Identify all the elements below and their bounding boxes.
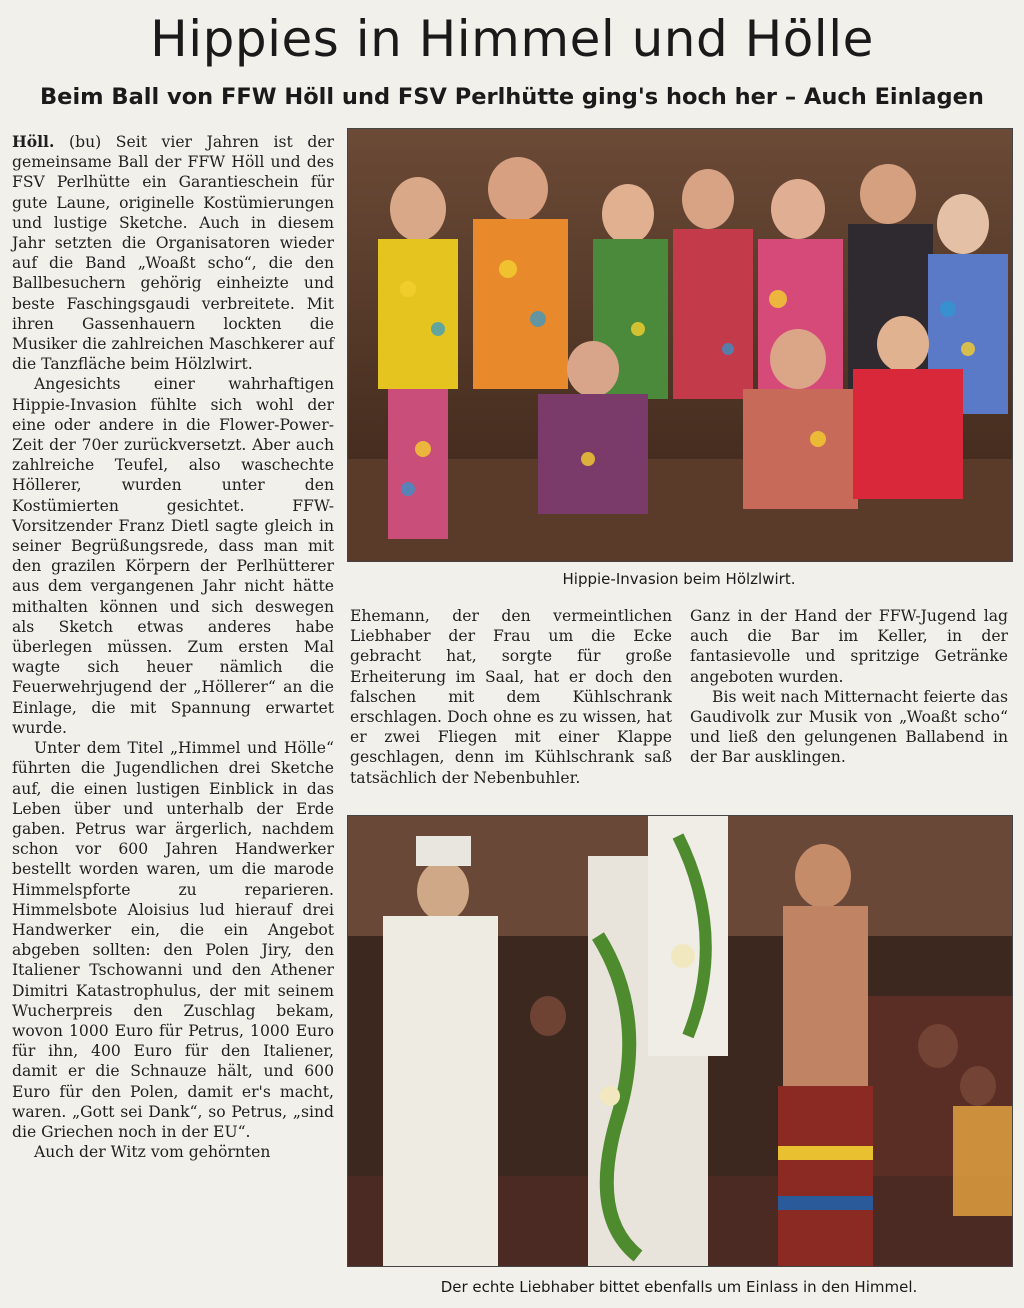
- article-column-2: [350, 606, 672, 788]
- article-paragraph: Angesichts einer wahrhaftigen Hippie-Invasion fühlte sich wohl der eine oder andere in die Flower-Power-Zeit der 70er zurückversetzt. Aber auch zahlreiche Teufel, also waschechte Höllerer, wurden unter den Kostümierten gesichtet. FFW-Vorsitzender Franz Dietl sagte gleich in seiner Begrüßungsrede, dass man mit den grazilen Körpern der Perlhütterer aus dem vergangenen Jahr nicht hätte mithalten können und sich deswegen als Sketch etwas anderes habe überlegen müssen. Zum ersten Mal wagte sich heuer nämlich die Feuerwehrjugend der „Höllerer“ an die Einlage, die mit Spannung erwartet wurde.: [12, 375, 334, 737]
- hippie-group-photo: [347, 128, 1013, 562]
- top-photo-caption: Hippie-Invasion beim Hölzlwirt.: [562, 570, 796, 588]
- bottom-photo-caption: Der echte Liebhaber bittet ebenfalls um Einlass in den Himmel.: [440, 1278, 918, 1296]
- heaven-gate-arch: [588, 816, 728, 1266]
- paragraph-text: (bu) Seit vier Jahren ist der gemeinsame Ball der FFW Höll und des FSV Perlhütte ein Garantieschein für gute Laune, originelle Kostümierungen und lustige Sketche. Auch in diesem Jahr setzten die Organisatoren wieder auf die Band „Woaßt scho“, die den Ballbesuchern gehörig einheizte und beste Faschingsgaudi verbreitete. Mit ihren Gassenhauern lockten die Musiker die zahlreichen Maschkerer auf die Tanzfläche beim Hölzlwirt.: [12, 133, 334, 374]
- article-paragraph: Ehemann, der den vermeintlichen Liebhaber der Frau um die Ecke gebracht hat, sorgte für große Erheiterung im Saal, hat er doch den falschen mit dem Kühlschrank erschlagen. Doch ohne es zu wissen, hat er zwei Fliegen mit einer Klappe geschlagen, denn im Kühlschrank saß tatsächlich der Nebenbuhler.: [350, 607, 672, 787]
- hippie-group-illustration: [348, 129, 1012, 561]
- heaven-gate-photo: [347, 815, 1013, 1267]
- article-paragraph: [12, 132, 334, 374]
- article-paragraph: Unter dem Titel „Himmel und Hölle“ führten die Jugendlichen drei Sketche auf, die einen lustigen Einblick in das Leben über und unterhalb der Erde gaben. Petrus war ärgerlich, nachdem schon vor 600 Jahren Handwerker bestellt worden waren, um die marode Himmelspforte zu reparieren. Himmelsbote Aloisius lud hierauf drei Handwerker ein, die ein Angebot abgeben sollten: den Polen Jiry, den Italiener Tschowanni und den Athener Dimitri Katastrophulus, der mit seinem Wucherpreis den Zuschlag bekam, wovon 1000 Euro für Petrus, 1000 Euro für ihn, 400 Euro für den Italiener, damit er die Schnauze hält, und 600 Euro für den Polen, damit er's macht, waren. „Gott sei Dank“, so Petrus, „sind die Griechen noch in der EU“.: [12, 739, 334, 1141]
- article-column-3: [690, 606, 1008, 768]
- heaven-gate-illustration: [348, 816, 1012, 1266]
- dateline: Höll.: [12, 132, 55, 151]
- headline: Hippies in Himmel und Hölle: [150, 10, 874, 68]
- lover-figure: [778, 844, 873, 1266]
- article-paragraph: Ganz in der Hand der FFW-Jugend lag auch die Bar im Keller, in der fantasievolle und spritzige Getränke angeboten wurden.: [690, 607, 1008, 686]
- article-paragraph: Bis weit nach Mitternacht feierte das Gaudivolk zur Musik von „Woaßt scho“ und ließ den gelungenen Ballabend in der Bar ausklingen.: [690, 687, 1008, 767]
- article-paragraph: Auch der Witz vom gehörnten: [34, 1143, 271, 1162]
- article-column-1: [12, 132, 334, 1162]
- subheadline: Beim Ball von FFW Höll und FSV Perlhütte ging's hoch her – Auch Einlagen: [40, 84, 984, 110]
